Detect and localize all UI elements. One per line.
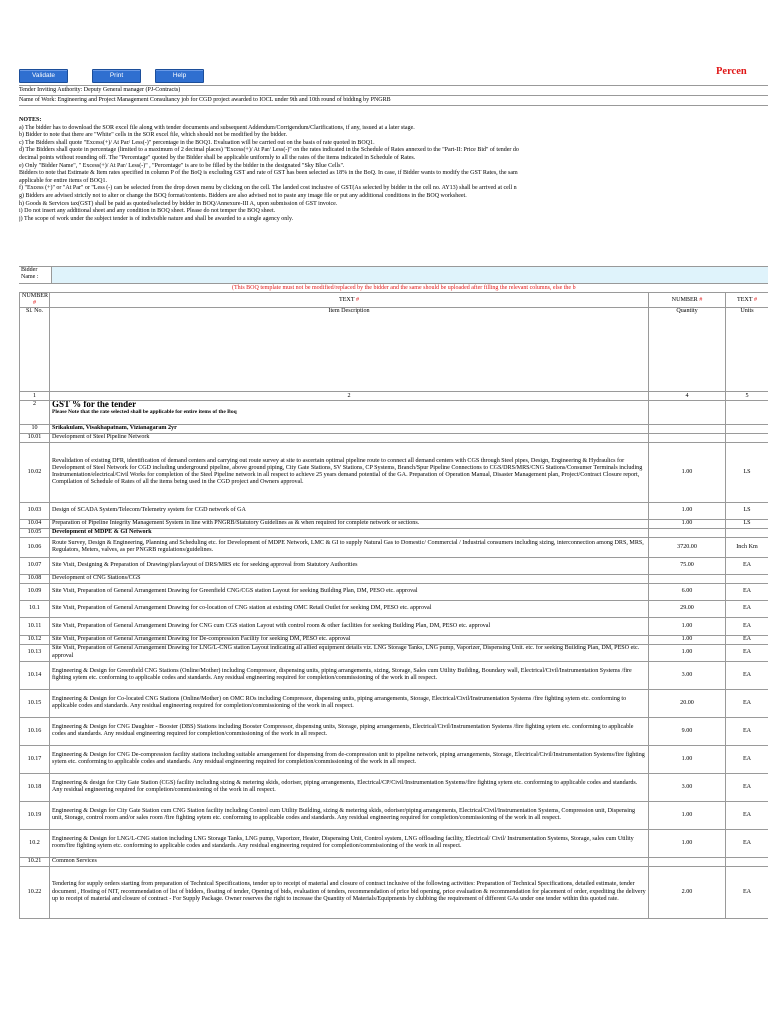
row-sl-no: 10.07 (20, 557, 50, 574)
table-row (20, 857, 768, 866)
row-unit: EA (726, 801, 768, 829)
gst-empty-qty (649, 401, 726, 425)
col-number-5: 5 (726, 392, 768, 401)
row-sl-no: 10 (20, 425, 50, 433)
row-unit: EA (726, 644, 768, 661)
row-sl-no: 10.18 (20, 773, 50, 801)
row-sl-no: 10.01 (20, 433, 50, 442)
row-unit: LS (726, 502, 768, 519)
row-description: Site Visit, Preparation of General Arrangement Drawing for co-location of CNG station at existing OMC Retail Outlet for seeking DM, PESO etc. approval (50, 600, 649, 617)
tender-authority: Tender Inviting Authority: Deputy General manager (PJ-Contracts) (19, 85, 768, 96)
row-unit (726, 433, 768, 442)
row-quantity (649, 857, 726, 866)
required-marker: # (753, 296, 758, 303)
row-description: Srikakulam, Visakhapatnam, Vizianagaram 2yr (50, 425, 649, 433)
row-sl-no: 10.16 (20, 717, 50, 745)
print-button[interactable]: Print (92, 69, 141, 83)
row-description: Tendering for supply orders starting from preparation of Technical Specifications, tender up to receipt of material and closure of contract inclusive of the following activities: Preparation of Technical Specifications, detailed estimate, tender document , Hosting of NIT, recommendation of list of bidders, floating of tender, Opening of bids, evaluation of tenders, recommendation of price bid opening, price evaluation & recommendation for placement of order, expediting the delivery up to receipt of material and closure of contract - For Supply Package. Owner reserves the right to increase the Quantity of Materials/Equipments by clubbing the requirement of different GAs under one tender within this quoted rate. (50, 866, 649, 918)
note-line: decimal points without rounding off. The "Percentage" quoted by the Bidder shall be applicable uniformly to all the rates of the items indicated in Schedule of Rates. (19, 154, 416, 161)
row-quantity: 1.00 (649, 745, 726, 773)
template-warning: (This BOQ template must not be modified/replaced by the bidder and the same should be uploaded after filling the relevant columns, else the b (232, 285, 576, 291)
row-quantity: 2.00 (649, 866, 726, 918)
header-quantity: Quantity (649, 308, 726, 392)
row-quantity (649, 574, 726, 583)
bidder-label: Bidder Name : (21, 267, 39, 280)
header-item-description: Item Description (50, 308, 649, 392)
gst-title: GST % for the tender (52, 400, 137, 410)
table-row (20, 745, 768, 773)
table-row (20, 425, 768, 433)
row-description: Common Services (50, 857, 649, 866)
row-description: Site Visit, Preparation of General Arrangement Drawing for LNG/L-CNG station Layout indicating all allied equipment details viz. LNG Storage Tanks, LNG pump, Vaporizer, Dispensing Unit. etc. for seeking Building Plan, DM, PESO etc. approval (50, 644, 649, 661)
work-name: Name of Work: Engineering and Project Management Consultancy job for CGD project awarded to IOCL under 9th and 10th round of bidding by PNGRB (19, 96, 768, 106)
row-sl-no: 10.21 (20, 857, 50, 866)
col-type-sl (20, 293, 50, 308)
table-row (20, 689, 768, 717)
column-type-row (20, 293, 768, 308)
required-marker: # (32, 300, 37, 307)
row-unit (726, 574, 768, 583)
gst-note: Please Note that the rate selected shall be applicable for entire items of the Boq (52, 408, 237, 415)
row-description: Engineering & Design for CNG De-compression facility stations including suitable arrangement for dispensing from de-compression unit to pipeline network, piping arrangements, Storage, Electrical/Civil/Instrumentation Systems/fire fighting sytem etc. conforming to applicable codes and standards. Any residual engineering required for completion/commissioning of the work in all respect. (50, 745, 649, 773)
row-quantity: 75.00 (649, 557, 726, 574)
table-row (20, 557, 768, 574)
column-type-label: NUMBER # (22, 293, 49, 307)
gst-row-number: 2 (20, 401, 50, 425)
row-description: Site Visit, Preparation of General Arrangement Drawing for CNG cum CGS station Layout with control room & other facilities for seeking Building Plan, DM, PESO etc. approval (50, 617, 649, 635)
row-quantity (649, 425, 726, 433)
row-unit: EA (726, 557, 768, 574)
row-description: Development of Steel Pipeline Network (50, 433, 649, 442)
row-description: Engineering & Design for Greenfield CNG Stations (Online/Mother) including Compressor, dispensing units, piping arrangements, sizing, Storage, Sales cum Utility Building, Boundary wall, Electrical/Civil/Instrumentation Systems /fire fighting sytem etc. conforming to applicable codes and standards. Any residual engineering required for completion/commissioning of the work in all respect. (50, 661, 649, 689)
row-sl-no: 10.08 (20, 574, 50, 583)
help-button[interactable]: Help (155, 69, 204, 83)
table-row (20, 528, 768, 537)
table-row (20, 600, 768, 617)
table-row (20, 866, 768, 918)
row-quantity: 29.00 (649, 600, 726, 617)
row-sl-no: 10.22 (20, 866, 50, 918)
row-sl-no: 10.05 (20, 528, 50, 537)
column-header-row (20, 308, 768, 392)
row-quantity: 9.00 (649, 717, 726, 745)
row-description: Design of SCADA System/Telecom/Telemetry system for CGD network of GA (50, 502, 649, 519)
gst-row (20, 401, 768, 425)
row-quantity (649, 528, 726, 537)
row-sl-no: 10.13 (20, 644, 50, 661)
row-unit: Inch Km (726, 537, 768, 557)
boq-table (19, 292, 768, 919)
gst-row-cell (50, 401, 649, 425)
required-marker: # (699, 296, 703, 303)
row-description: Engineering & Design for CNG Daughter - Booster (DBS) Stations including Booster Compressor, dispensing units, Storage, piping arrangements, Electrical/Civil/Instrumentation Systems /fire fighting sytem etc. conforming to applicable codes and standards. Any residual engineering required for completion/commissioning of the work in all respect. (50, 717, 649, 745)
notes-heading: NOTES: (19, 117, 42, 123)
row-description: Preparation of Pipeline Integrity Management System in line with PNGRB/Statutory Guidelines as & when required for complete network or sections. (50, 519, 649, 528)
row-unit: EA (726, 829, 768, 857)
note-line: i) Do not insert any additional sheet and any condition in BOQ sheet. Please do not temper the BOQ sheet. (19, 208, 276, 215)
row-quantity: 3.00 (649, 773, 726, 801)
note-line: e) Only "Bidder Name", " Excess(+)/ At Par/ Less(-)" , "Percentage" is are to be filled by the bidder in the designated "Sky Blue Cells". (19, 162, 345, 169)
row-description: Site Visit, Preparation of General Arrangement Drawing for Greenfield CNG/CGS station Layout for seeking Building Plan, DM, PESO etc. approval (50, 583, 649, 600)
bidder-row (19, 266, 768, 284)
header-units: Units (726, 308, 768, 392)
row-sl-no: 10.12 (20, 635, 50, 644)
row-description: Site Visit, Preparation of General Arrangement Drawing for De-compression Facility for seeking DM, PESO etc. approval (50, 635, 649, 644)
table-row (20, 433, 768, 442)
col-type-unit (726, 293, 768, 308)
row-quantity: 20.00 (649, 689, 726, 717)
row-sl-no: 10.06 (20, 537, 50, 557)
table-row (20, 583, 768, 600)
row-unit: LS (726, 442, 768, 502)
note-line: Bidders to note that Estimate & Item rates specified in column P of the BoQ is excluding GST and rate of GST has been selected as 18% in the BoQ. In case, if Bidder wants to modify the GST Rates, the sam (19, 170, 518, 177)
col-number-1: 1 (20, 392, 50, 401)
table-row (20, 442, 768, 502)
row-unit: EA (726, 617, 768, 635)
row-unit: EA (726, 773, 768, 801)
row-description: Engineering & Design for LNG/L-CNG station including LNG Storage Tanks, LNG pump, Vaporizer, Heater, Dispensing Unit, Control system, LNG offloading facility, Electrical/ Civil/ Instrumentation Systems, Storage, sales cum Utility room/fire fighting sytem etc. conforming to applicable codes and standards. Any residual engineering required for completion/commissioning of the work in all respect. (50, 829, 649, 857)
row-unit: EA (726, 745, 768, 773)
column-type-label: TEXT # (338, 296, 360, 303)
row-quantity: 1.00 (649, 635, 726, 644)
row-sl-no: 10.1 (20, 600, 50, 617)
note-line: h) Goods & Services tax(GST) shall be paid as quoted/selected by bidder in BOQ/Annexure-III A, upon submission of GST invoice. (19, 200, 338, 207)
row-sl-no: 10.19 (20, 801, 50, 829)
row-unit (726, 528, 768, 537)
row-sl-no: 10.04 (20, 519, 50, 528)
table-row (20, 519, 768, 528)
row-quantity: 1.00 (649, 502, 726, 519)
row-sl-no: 10.02 (20, 442, 50, 502)
col-number-2: 2 (50, 392, 649, 401)
note-line: g) Bidders are advised strictly not to alter or change the BOQ format/contents. Bidders are also advised not to paste any image file or put any additional conditions in the BOQ worksheet. (19, 192, 467, 199)
note-line: j) The scope of work under the subject tender is of indivisible nature and shall be awarded to a single agency only. (19, 215, 294, 222)
row-quantity: 1.00 (649, 829, 726, 857)
row-quantity: 6.00 (649, 583, 726, 600)
table-row (20, 502, 768, 519)
required-marker: # (355, 296, 360, 303)
table-row (20, 661, 768, 689)
column-type-label: NUMBER # (671, 296, 703, 303)
row-description: Route Survey, Design & Engineering, Planning and Scheduling etc. for Development of MDPE Network, LMC & GI to supply Natural Gas to Domestic/ Commercial / Industrial consumers including sizing, interconnection among DRS, MRS, Regulators, Meters, valves, as per PNGRB regulations/guidelines. (50, 537, 649, 557)
row-quantity: 1.00 (649, 519, 726, 528)
table-row (20, 829, 768, 857)
row-quantity: 1.00 (649, 644, 726, 661)
note-line: applicable for entire items of BOQ1. (19, 177, 107, 184)
note-line: d) The Bidders shall quote in percentage (limited to a maximum of 2 decimal places) "Excess(+)/ At Par/ Less(-)" on the rates indicated in the Schedule of Rates annexed to the "Part-II: Price Bid" of tender do (19, 147, 519, 154)
row-unit: LS (726, 519, 768, 528)
column-number-row (20, 392, 768, 401)
row-unit: EA (726, 635, 768, 644)
row-description: Development of CNG Stations/CGS (50, 574, 649, 583)
notes-list (19, 125, 768, 224)
row-sl-no: 10.03 (20, 502, 50, 519)
bidder-name-input[interactable] (51, 267, 768, 283)
row-quantity: 3.00 (649, 661, 726, 689)
table-row (20, 635, 768, 644)
row-description: Revalidation of existing DFR, identification of demand centers and carrying out route survey at site to ascertain optimal pipeline route to connect all demand centers with CGS through Steel pipes, Design, Engineering & Hydraulics for Development of Steel Network for CGD including underground pipeline, above ground piping, City Gate Stations, SV Stations, CP Systems, Branch/Spur Pipeline Connections to CGS/DRS/MRS/CNG Stations/Consumer Terminals including Instrumentation/electrical/Civil Works for completion of the Steel Pipeline network in all respect to achieve 25 years demand potential of the GA. Preparation of Operation Manual, Disaster Management plan, Project/Contract Closure report, Compilation of Schedule of Rates of all the items being used in the CGD project and Owners approval. (50, 442, 649, 502)
notes-section (19, 117, 768, 223)
row-description: Development of MDPE & GI Network (50, 528, 649, 537)
gst-empty-unit (726, 401, 768, 425)
row-quantity: 1.00 (649, 617, 726, 635)
row-sl-no: 10.09 (20, 583, 50, 600)
row-unit (726, 425, 768, 433)
note-line: a) The bidder has to download the SOR excel file along with tender documents and subsequent Addendum/Corrigendum/Clarifications, if any, issued at a later stage. (19, 124, 415, 131)
row-sl-no: 10.11 (20, 617, 50, 635)
row-unit: EA (726, 661, 768, 689)
row-description: Site Visit, Designing & Preparation of Drawing/plan/layout of DRS/MRS etc for seeking approval from Statutory Authorities (50, 557, 649, 574)
note-line: c) The Bidders shall quote "Excess(+)/ At Par/ Less(-)" percentage in the BOQ1. Evaluation will be carried out on the basis of rate quoted in BOQ1. (19, 139, 375, 146)
row-unit: EA (726, 600, 768, 617)
row-sl-no: 10.15 (20, 689, 50, 717)
tender-info (19, 85, 768, 106)
table-row (20, 617, 768, 635)
row-sl-no: 10.2 (20, 829, 50, 857)
row-description: Engineering & design for City Gate Station (CGS) facility including sizing & metering skids, odoriser, piping arrangements, Electrical/CP/Civil/Instrumentation Systems/fire fighting sytem etc. conforming to applicable codes and standards. Any residual engineering required for completion/commissioning of the work in all respect. (50, 773, 649, 801)
row-unit: EA (726, 583, 768, 600)
col-type-desc (50, 293, 649, 308)
table-row (20, 537, 768, 557)
row-sl-no: 10.17 (20, 745, 50, 773)
table-row (20, 574, 768, 583)
table-row (20, 644, 768, 661)
top-toolbar (0, 0, 768, 88)
header-sl-no: Sl. No. (20, 308, 50, 392)
row-unit: EA (726, 689, 768, 717)
row-unit (726, 857, 768, 866)
note-line: b) Bidder to note that there are "White" cells in the SOR excel file, which should not be modified by the bidder. (19, 132, 287, 139)
row-quantity: 1.00 (649, 442, 726, 502)
row-unit: EA (726, 717, 768, 745)
column-type-label: TEXT # (736, 296, 758, 303)
row-description: Engineering & Design for Co-located CNG Stations (Online/Mother) on OMC ROs including Compressor, dispensing units, piping arrangements, Storage, Electrical/Civil/Instrumentation Systems /fire fighting sytem etc. conforming to applicable codes and standards. Any residual engineering required for completion/commissioning of the work in all respect. (50, 689, 649, 717)
validate-button[interactable]: Validate (19, 69, 68, 83)
note-line: f) "Excess (+)" or "At Par" or "Less (-) can be selected from the drop down menu by clicking on the cell. The landed cost inclusive of GST(As selected by bidder in the cell no. AY13) shall be arrived at cell n (19, 185, 517, 192)
table-row (20, 773, 768, 801)
table-row (20, 801, 768, 829)
row-sl-no: 10.14 (20, 661, 50, 689)
row-quantity: 1.00 (649, 801, 726, 829)
col-type-qty (649, 293, 726, 308)
row-quantity: 3720.00 (649, 537, 726, 557)
row-unit: EA (726, 866, 768, 918)
col-number-4: 4 (649, 392, 726, 401)
row-quantity (649, 433, 726, 442)
page-title: Percen (716, 66, 747, 77)
row-description: Engineering & Design for City Gate Station cum CNG Station facility including Control cum Utility Building, sizing & metering skids, odoriser/piping arrangements, Electrical/Civil/Instrumentation Systems, Compression unit, Dispensing unit, Storage, control room and/or sales room /fire fighting sytem etc. conforming to applicable codes and standards. Any residual engineering required for completion/commissioning of the work in all respect. (50, 801, 649, 829)
table-row (20, 717, 768, 745)
